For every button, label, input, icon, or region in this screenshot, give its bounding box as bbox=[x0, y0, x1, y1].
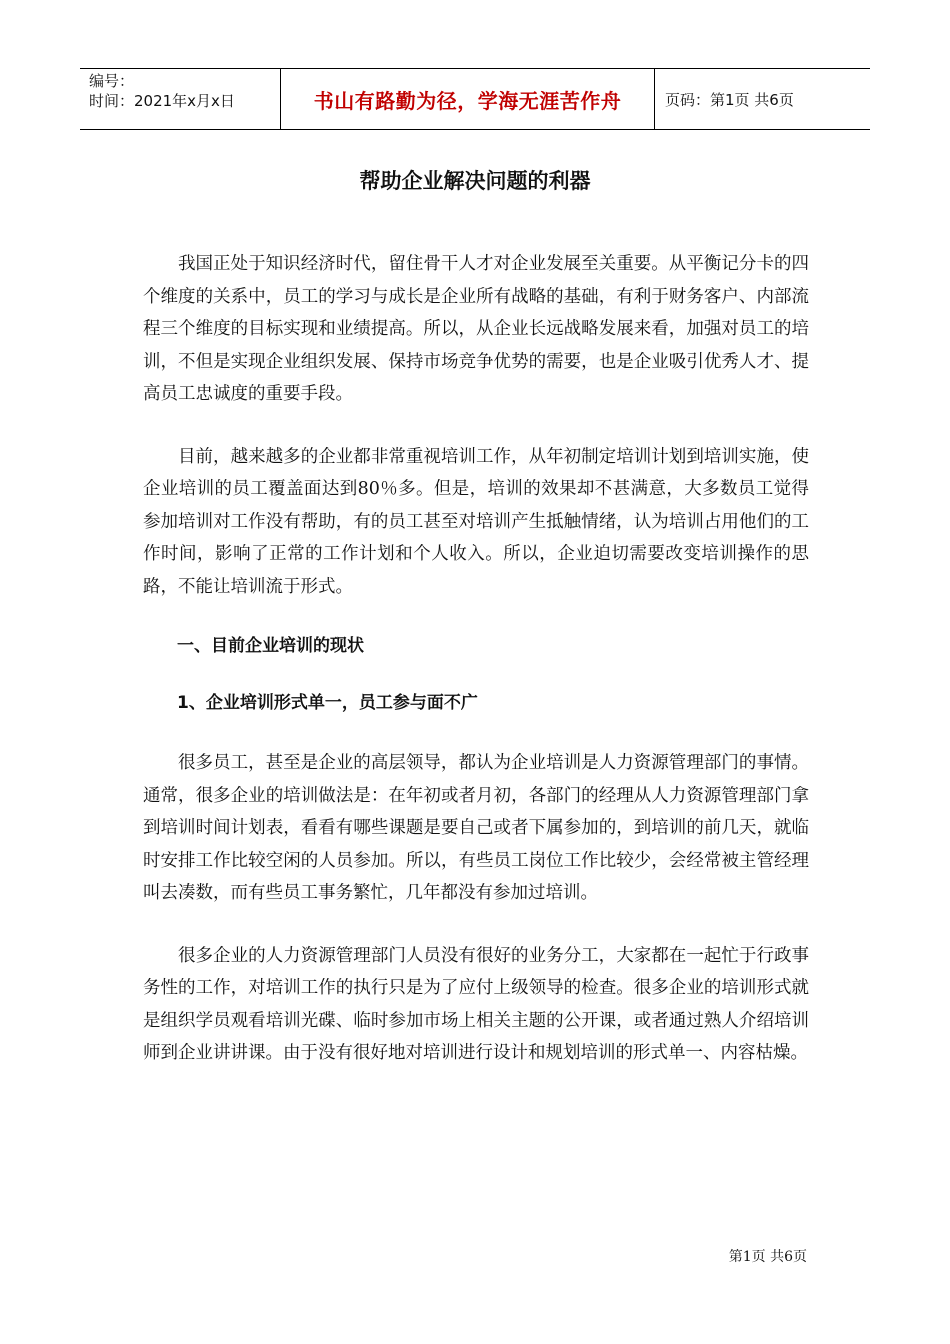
body-paragraph: 很多员工，甚至是企业的高层领导，都认为企业培训是人力资源管理部门的事情。通常，很多企业的培训做法是：在年初或者月初，各部门的经理从人力资源管理部门拿到培训时间计划表，看看有哪些课题是要自己或者下属参加的，到培训的前几天，就临时安排工作比较空闲的人员参加。所以，有些员工岗位工作比较少，会经常被主管经理叫去凑数，而有些员工事务繁忙，几年都没有参加过培训。 bbox=[143, 753, 809, 903]
document-date-label: 时间：2021年x月x日 bbox=[89, 92, 235, 110]
document-header bbox=[80, 68, 870, 130]
header-motto: 书山有路勤为径，学海无涯苦作舟 bbox=[313, 88, 622, 113]
body-paragraph: 很多企业的人力资源管理部门人员没有很好的业务分工，大家都在一起忙于行政事务性的工作，对培训工作的执行只是为了应付上级领导的检查。很多企业的培训形式就是组织学员观看培训光碟、临时参加市场上相关主题的公开课，或者通过熟人介绍培训师到企业讲讲课。由于没有很好地对培训进行设计和规划培训的形式单一、内容枯燥。 bbox=[143, 945, 809, 1063]
header-motto-cell bbox=[281, 69, 655, 129]
document-body bbox=[143, 248, 809, 1100]
page-footer: 第1页 共6页 bbox=[728, 1249, 807, 1265]
body-paragraph: 我国正处于知识经济时代，留住骨干人才对企业发展至关重要。从平衡记分卡的四个维度的关系中，员工的学习与成长是企业所有战略的基础，有利于财务客户、内部流程三个维度的目标实现和业绩提高。所以，从企业长远战略发展来看，加强对员工的培训，不但是实现企业组织发展、保持市场竞争优势的需要，也是企业吸引优秀人才、提高员工忠诚度的重要手段。 bbox=[143, 254, 809, 404]
section-heading: 一、目前企业培训的现状 bbox=[177, 636, 364, 656]
subsection-heading: 1、企业培训形式单一，员工参与面不广 bbox=[177, 693, 478, 713]
body-paragraph: 目前，越来越多的企业都非常重视培训工作，从年初制定培训计划到培训实施，使企业培训的员工覆盖面达到80％多。但是，培训的效果却不甚满意，大多数员工觉得参加培训对工作没有帮助，有的员工甚至对培训产生抵触情绪，认为培训占用他们的工作时间，影响了正常的工作计划和个人收入。所以，企业迫切需要改变培训操作的思路，不能让培训流于形式。 bbox=[143, 446, 809, 597]
document-number-label: 编号： bbox=[89, 72, 135, 90]
header-page-cell bbox=[655, 69, 870, 129]
header-page-info: 页码：第1页 共6页 bbox=[665, 90, 794, 109]
document-title: 帮助企业解决问题的利器 bbox=[359, 169, 591, 193]
header-meta-cell bbox=[80, 69, 281, 129]
